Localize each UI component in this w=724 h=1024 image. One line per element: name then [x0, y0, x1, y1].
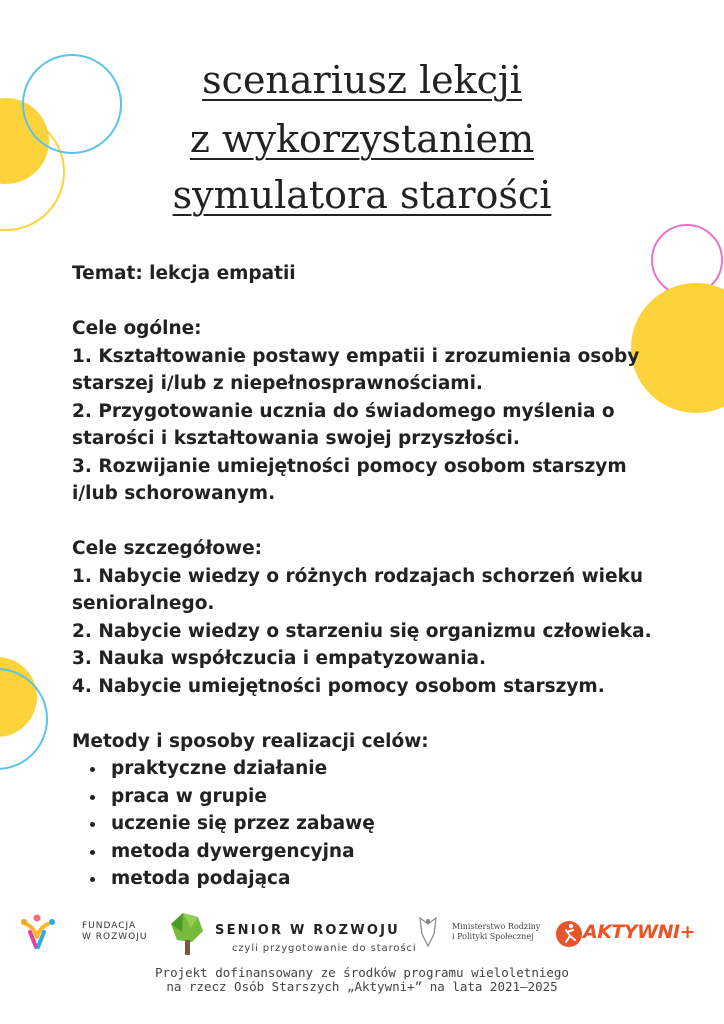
title-line-1: scenariusz lekcji [202, 58, 522, 102]
specific-goals-line: 4. Nabycie umiejętności pomocy osobom starszym. [72, 675, 605, 697]
methods-heading: Metody i sposoby realizacji celów: [72, 730, 429, 752]
list-item: • praktyczne działanie [107, 755, 652, 783]
aktywni-logo-text: AKTYWNI+ [583, 921, 695, 943]
specific-goals-line: senioralnego. [72, 593, 215, 614]
people-figure-icon [21, 915, 55, 948]
general-goals-line: i/lub schorowanym. [72, 483, 276, 504]
senior-logo-subtitle: czyli przygotowanie do starości [232, 943, 417, 954]
title-line-2: z wykorzystaniem [189, 117, 535, 161]
topic: Temat: lekcja empatii [72, 263, 296, 284]
list-item: • metoda podająca [107, 865, 652, 893]
running-figure-icon [556, 921, 582, 947]
fundacja-logo-text: FUNDACJA W ROZWOJU [82, 921, 148, 942]
title-line-3: symulatora starości [172, 173, 552, 217]
funding-note-line-2: na rzecz Osób Starszych „Aktywni+” na lata 2021–2025 [166, 979, 558, 994]
funding-note-line-1: Projekt dofinansowany ze środków programu wieloletniego [155, 965, 569, 980]
senior-logo-title: SENIOR W ROZWOJU [215, 923, 400, 938]
general-goals-line: starości i kształtowania swojej przyszłości. [72, 428, 520, 449]
general-goals-line: 1. Kształtowanie postawy empatii i zrozumienia osoby [72, 345, 640, 367]
general-goals-line: 2. Przygotowanie ucznia do świadomego myślenia o [72, 400, 615, 422]
eagle-emblem-icon [420, 918, 436, 946]
specific-goals-heading: Cele szczegółowe: [72, 538, 263, 559]
general-goals-heading: Cele ogólne: [72, 318, 202, 339]
tree-icon [171, 913, 203, 955]
general-goals-line: 3. Rozwijanie umiejętności pomocy osobom starszym [72, 455, 627, 477]
ministerstwo-logo-text: Ministerstwo Rodziny i Polityki Społecznej [452, 922, 541, 941]
specific-goals-line: 2. Nabycie wiedzy o starzeniu się organizmu człowieka. [72, 620, 652, 642]
list-item: • uczenie się przez zabawę [107, 810, 652, 838]
general-goals-line: starszej i/lub z niepełnosprawnościami. [72, 373, 483, 394]
specific-goals-line: 3. Nauka współczucia i empatyzowania. [72, 648, 487, 669]
list-item: • metoda dywergencyjna [107, 838, 652, 866]
specific-goals-line: 1. Nabycie wiedzy o różnych rodzajach schorzeń wieku [72, 565, 644, 587]
list-item: • praca w grupie [107, 783, 652, 811]
